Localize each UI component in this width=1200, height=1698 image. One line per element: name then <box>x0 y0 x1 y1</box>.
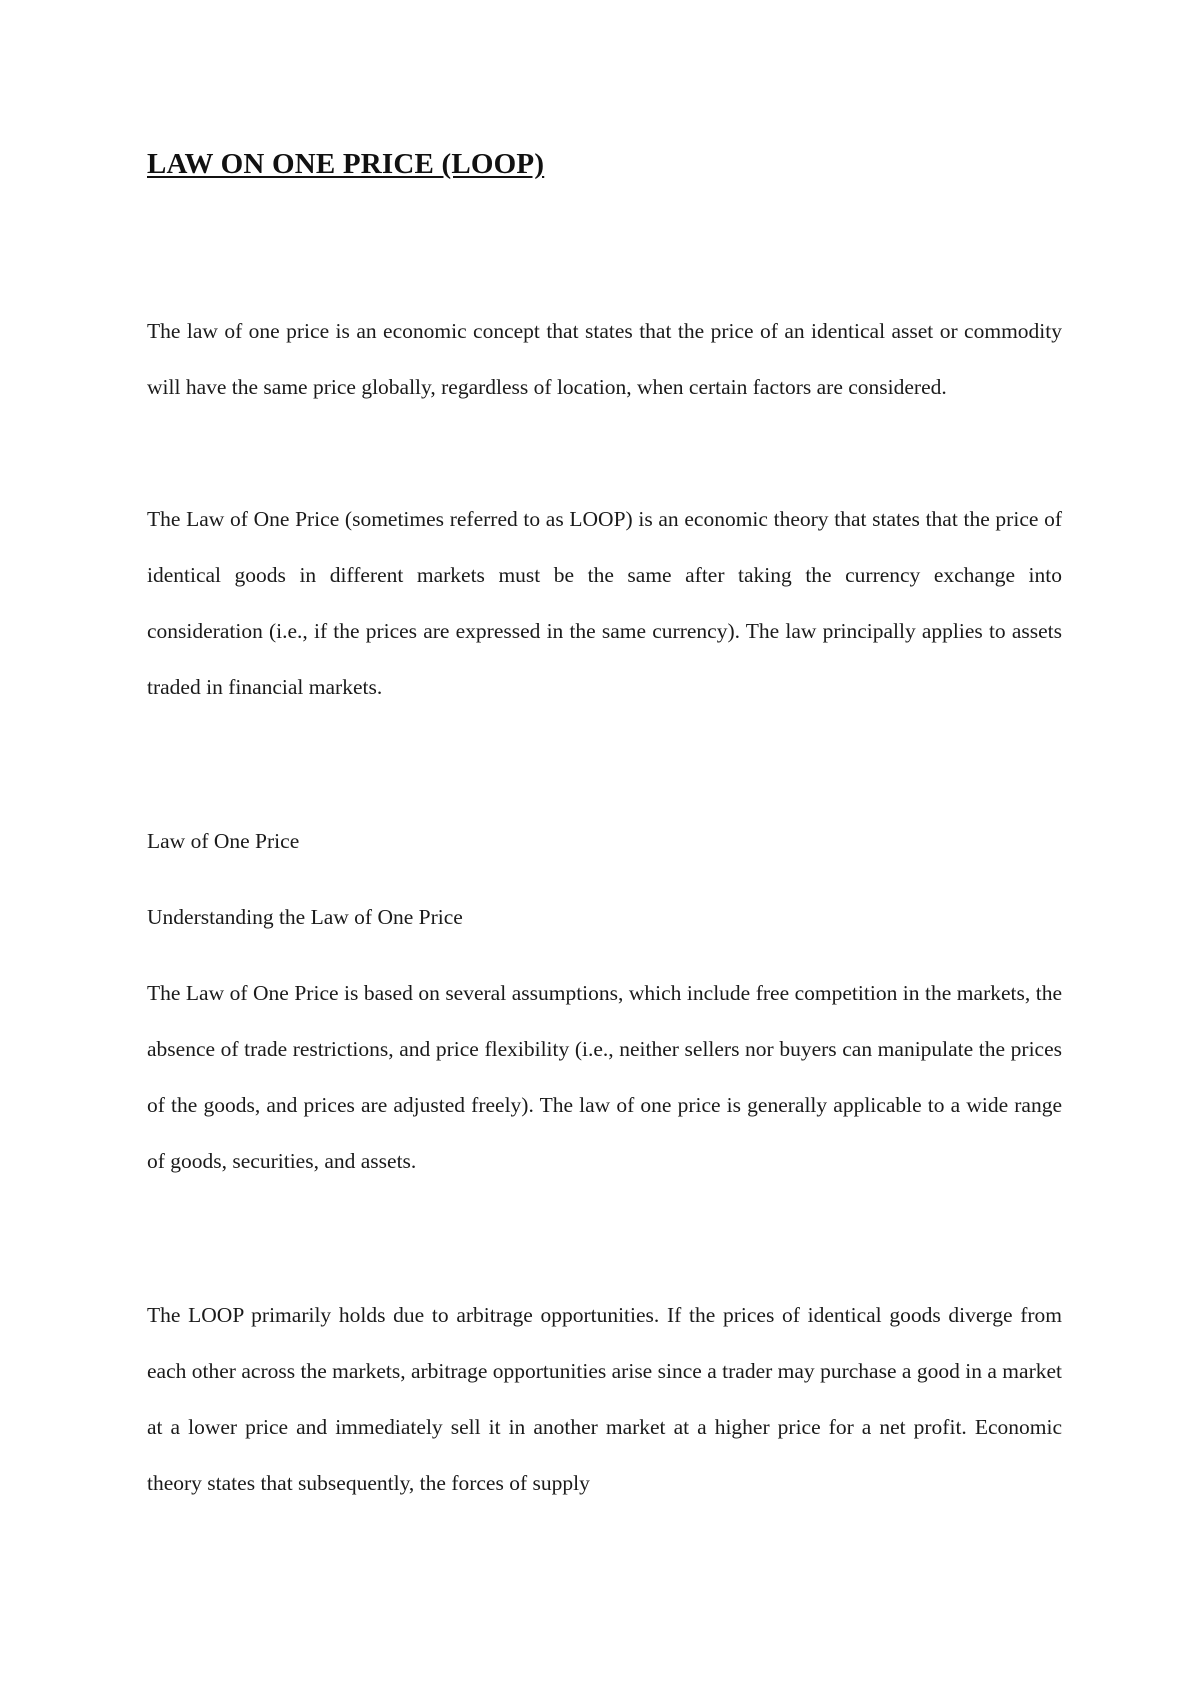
paragraph-definition: The law of one price is an economic concept that states that the price of an identical asset or commodity will have the same price globally, regardless of location, when certain factors are considered. <box>147 319 1062 399</box>
paragraph-loop-theory: The Law of One Price (sometimes referred to as LOOP) is an economic theory that states that the price of identical goods in different markets must be the same after taking the currency exchange into consideration (i.e., if the prices are expressed in the same currency). The law principally applies to assets traded in financial markets. <box>147 507 1062 699</box>
subheading-understanding: Understanding the Law of One Price <box>147 905 463 929</box>
document-title: LAW ON ONE PRICE (LOOP) <box>147 148 545 180</box>
paragraph-arbitrage: The LOOP primarily holds due to arbitrage opportunities. If the prices of identical goods diverge from each other across the markets, arbitrage opportunities arise since a trader may purchase a good in a market at a lower price and immediately sell it in another market at a higher price for a net profit. Economic theory states that subsequently, the forces of supply <box>147 1303 1062 1495</box>
paragraph-assumptions: The Law of One Price is based on several assumptions, which include free competition in the markets, the absence of trade restrictions, and price flexibility (i.e., neither sellers nor buyers can manipulate the prices of the goods, and prices are adjusted freely). The law of one price is generally applicable to a wide range of goods, securities, and assets. <box>147 981 1062 1173</box>
subheading-law-of-one-price: Law of One Price <box>147 829 300 853</box>
